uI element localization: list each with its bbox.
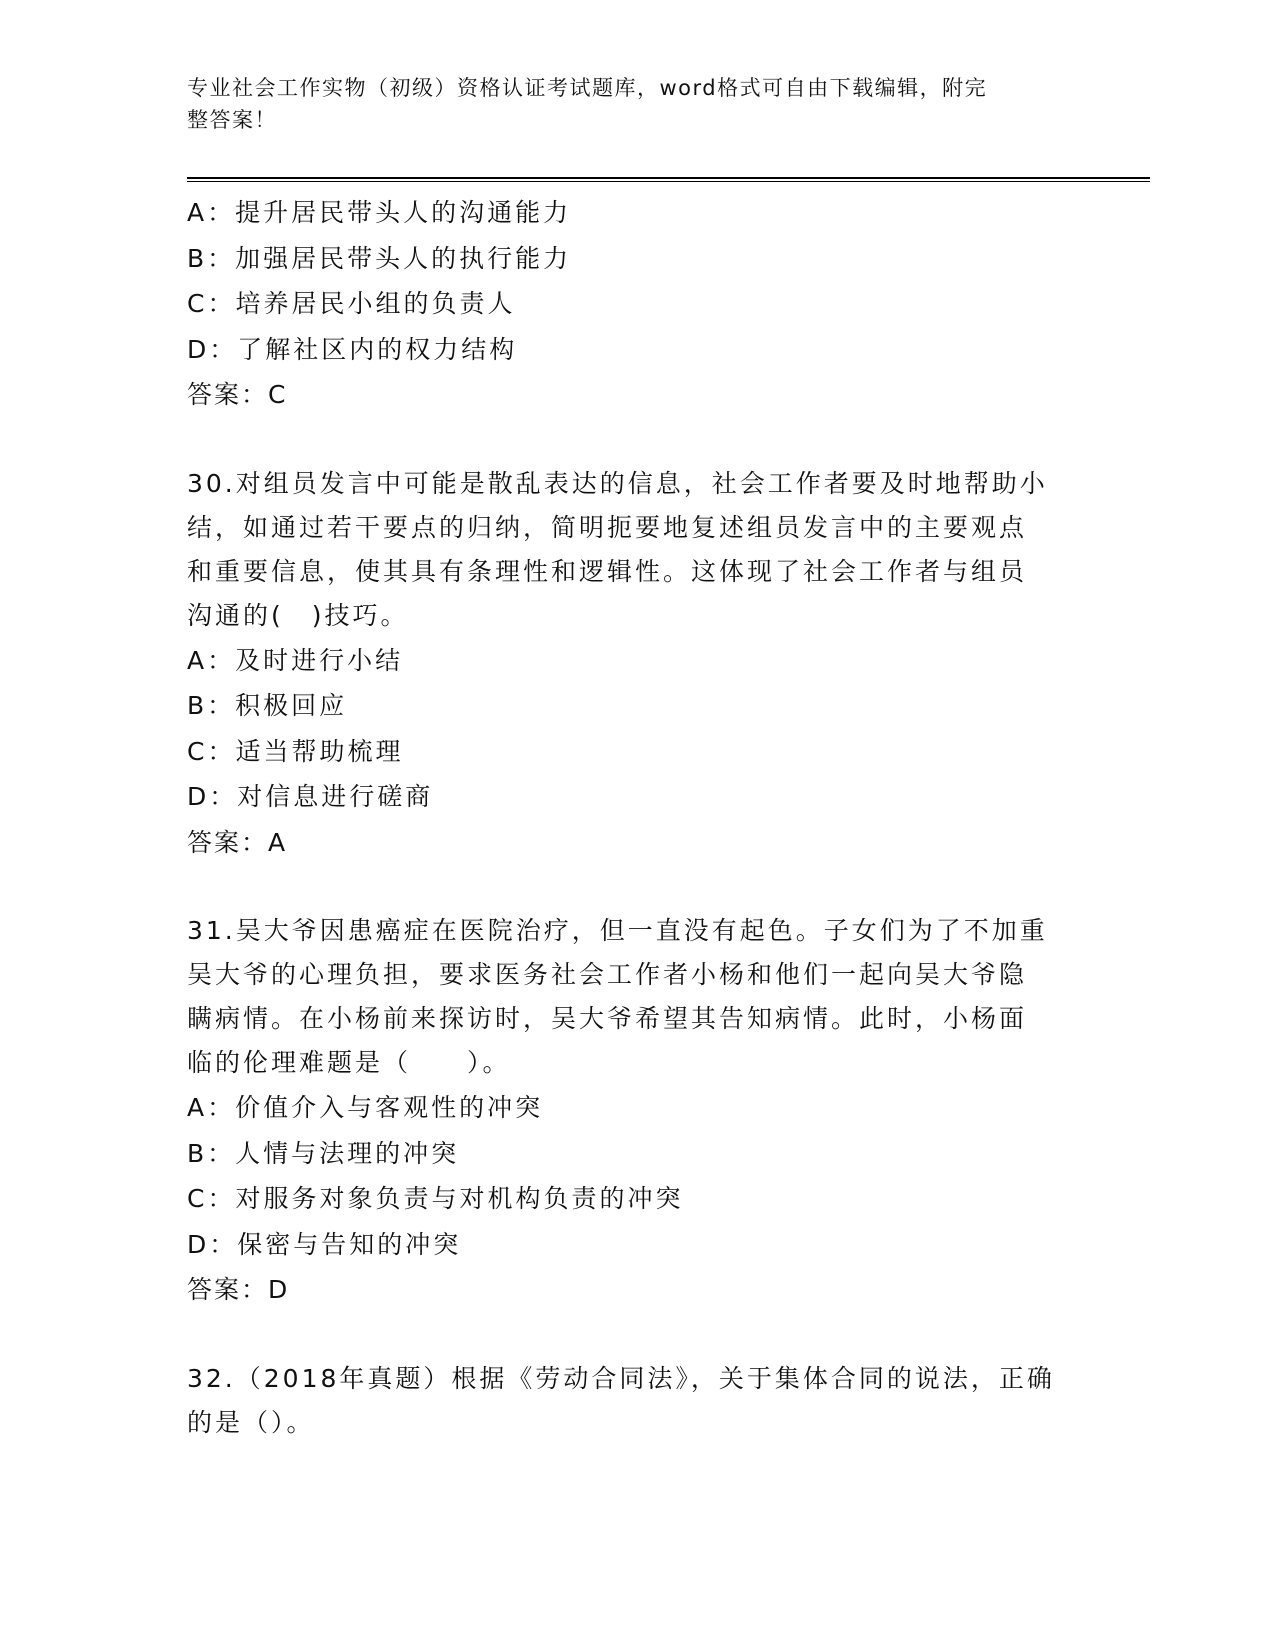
option-c: C：培养居民小组的负责人 [187,289,516,318]
question-31 [187,909,1087,1085]
option-a: A：提升居民带头人的沟通能力 [187,198,572,227]
question-31-stem-line: 临的伦理难题是（ ）。 [187,1048,511,1077]
question-29-options [187,190,1087,418]
question-30-options [187,638,1087,866]
question-31-stem-line: 瞒病情。在小杨前来探访时，吴大爷希望其告知病情。此时，小杨面 [187,1004,1028,1033]
header-line-2: 整答案！ [187,108,277,132]
option-a: A：及时进行小结 [187,645,404,675]
option-d: D：保密与告知的冲突 [187,1229,462,1259]
answer-31: 答案：D [187,1275,290,1304]
question-31-options [187,1085,1087,1313]
header-divider [187,177,1150,182]
question-32 [187,1357,1087,1445]
question-31-stem-line: 31.吴大爷因患癌症在医院治疗，但一直没有起色。子女们为了不加重 [187,916,1048,945]
question-30-stem-line: 沟通的( )技巧。 [187,600,409,630]
answer-29: 答案：C [187,380,288,409]
option-c: C：对服务对象负责与对机构负责的冲突 [187,1184,684,1213]
option-a: A：价值介入与客观性的冲突 [187,1093,544,1122]
option-d: D：了解社区内的权力结构 [187,334,518,364]
question-30-stem-line: 和重要信息，使其具有条理性和逻辑性。这体现了社会工作者与组员 [187,556,1028,586]
option-b: B：积极回应 [187,691,348,720]
question-content [187,190,1087,1445]
option-d: D：对信息进行磋商 [187,782,434,811]
question-30-stem-line: 30.对组员发言中可能是散乱表达的信息，社会工作者要及时地帮助小 [187,468,1048,498]
question-32-stem-line: 32.（2018年真题）根据《劳动合同法》，关于集体合同的说法，正确 [187,1363,1055,1393]
option-c: C：适当帮助梳理 [187,736,404,766]
question-31-stem-line: 吴大爷的心理负担，要求医务社会工作者小杨和他们一起向吴大爷隐 [187,960,1028,989]
option-b: B：人情与法理的冲突 [187,1138,460,1168]
header-line-1: 专业社会工作实物（初级）资格认证考试题库，word格式可自由下载编辑，附完 [187,76,988,100]
answer-30: 答案：A [187,827,288,857]
question-30 [187,462,1087,638]
document-header [187,72,1067,136]
option-b: B：加强居民带头人的执行能力 [187,243,572,273]
question-32-stem-line: 的是（）。 [187,1407,315,1437]
question-30-stem-line: 结，如通过若干要点的归纳，简明扼要地复述组员发言中的主要观点 [187,512,1028,542]
